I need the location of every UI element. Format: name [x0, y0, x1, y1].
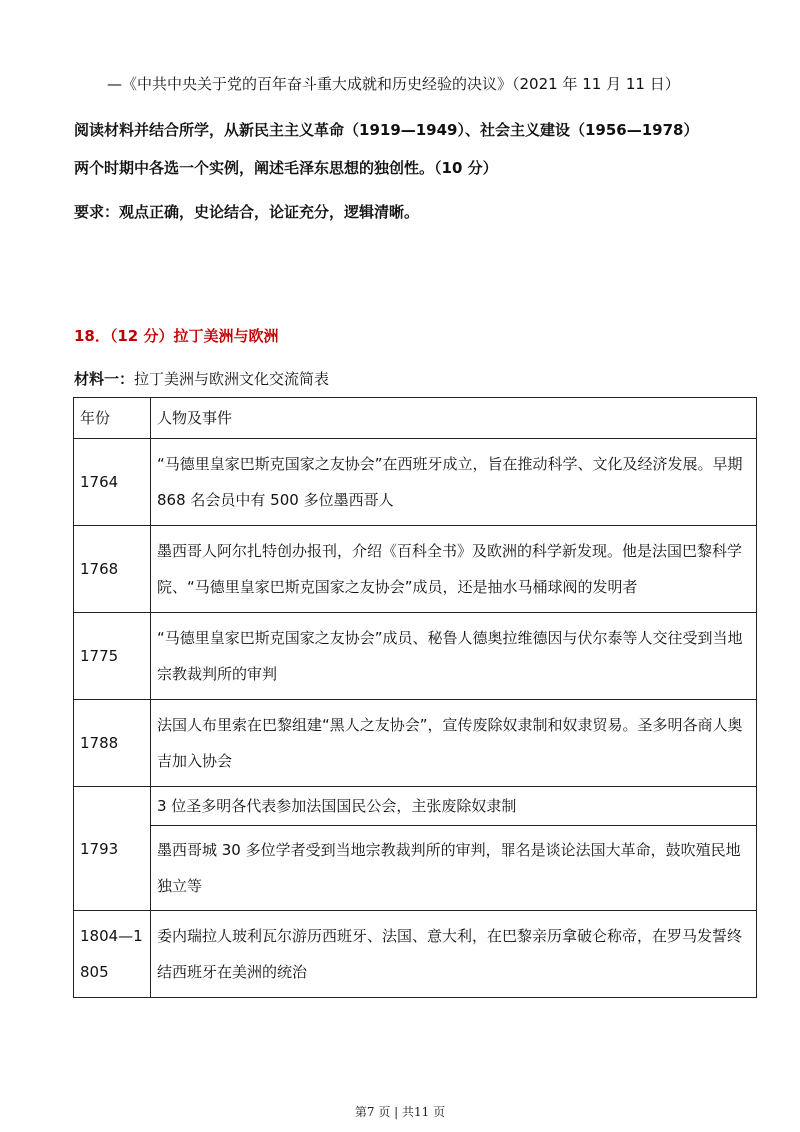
- material-heading: [74, 369, 329, 389]
- year-cell: 1804—1805: [74, 911, 151, 998]
- table-row: [74, 911, 757, 998]
- year-cell: 1788: [74, 700, 151, 787]
- page-number: 第7 页: [354, 1105, 391, 1119]
- table-row: [74, 700, 757, 787]
- section-title: 18．（12 分）拉丁美洲与欧洲: [74, 327, 279, 345]
- year-cell: 1768: [74, 526, 151, 613]
- event-cell: 墨西哥人阿尔扎特创办报刊，介绍《百科全书》及欧洲的科学新发现。他是法国巴黎科学院、“马德里皇家巴斯克国家之友协会”成员，还是抽水马桶球阀的发明者: [151, 526, 757, 613]
- header-year: 年份: [74, 398, 151, 439]
- table-header-row: [74, 398, 757, 439]
- event-cell: 3 位圣多明各代表参加法国国民公会，主张废除奴隶制: [151, 787, 757, 826]
- event-cell: 委内瑞拉人玻利瓦尔游历西班牙、法国、意大利，在巴黎亲历拿破仑称帝，在罗马发誓终结西班牙在美洲的统治: [151, 911, 757, 998]
- table-row: [74, 526, 757, 613]
- event-cell: “马德里皇家巴斯克国家之友协会”成员、秘鲁人德奥拉维德因与伏尔泰等人交往受到当地宗教裁判所的审判: [151, 613, 757, 700]
- table-row: [74, 439, 757, 526]
- source-citation: —《中共中央关于党的百年奋斗重大成就和历史经验的决议》（2021 年 11 月 11 日）: [107, 75, 680, 93]
- table-row: [74, 826, 757, 911]
- material-label: 材料一：: [74, 370, 135, 388]
- footer-separator: |: [394, 1105, 399, 1119]
- event-cell: “马德里皇家巴斯克国家之友协会”在西班牙成立，旨在推动科学、文化及经济发展。早期 868 名会员中有 500 多位墨西哥人: [151, 439, 757, 526]
- question-requirements: 要求：观点正确，史论结合，论证充分，逻辑清晰。: [74, 203, 420, 221]
- event-cell: 法国人布里索在巴黎组建“黑人之友协会”，宣传废除奴隶制和奴隶贸易。圣多明各商人奥吉加入协会: [151, 700, 757, 787]
- question-line-1: 阅读材料并结合所学，从新民主主义革命（1919—1949）、社会主义建设（1956—1978）: [74, 121, 699, 139]
- question-line-2: 两个时期中各选一个实例，阐述毛泽东思想的独创性。（10 分）: [74, 159, 498, 177]
- year-cell: 1793: [74, 787, 151, 911]
- year-cell: 1764: [74, 439, 151, 526]
- page-footer: [0, 1103, 800, 1120]
- header-event: 人物及事件: [151, 398, 757, 439]
- table-row: [74, 613, 757, 700]
- material-title: 拉丁美洲与欧洲文化交流简表: [134, 370, 330, 388]
- page-total: 共11 页: [402, 1105, 446, 1119]
- event-cell: 墨西哥城 30 多位学者受到当地宗教裁判所的审判，罪名是谈论法国大革命，鼓吹殖民地独立等: [151, 826, 757, 911]
- exchange-table: [73, 397, 757, 998]
- table-row: [74, 787, 757, 826]
- year-cell: 1775: [74, 613, 151, 700]
